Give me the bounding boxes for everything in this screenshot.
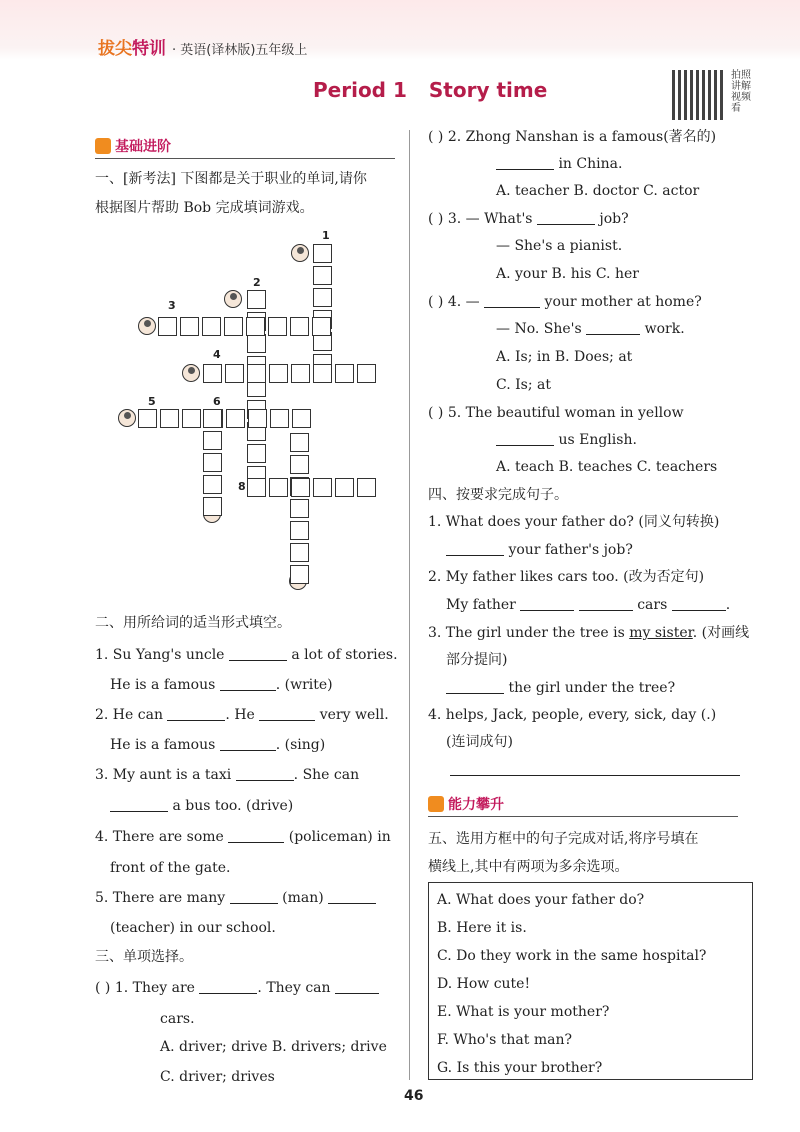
page-title [313,78,547,102]
answer-blank[interactable] [220,676,276,691]
q5-instruction-2: 横线上,其中有两项为多余选项。 [428,859,629,875]
option-f: F. Who's that man? [437,1032,572,1048]
answer-blank[interactable] [579,596,633,611]
crossword-cell[interactable] [290,565,309,584]
crossword-cell[interactable] [203,453,222,472]
cw-num-3: 3 [168,299,176,312]
q1-instruction-1: 一、[新考法] 下图都是关于职业的单词,请你 [95,171,367,187]
q3-4-line2: — No. She's work. [496,321,685,337]
answer-blank[interactable] [496,431,554,446]
answer-blank[interactable] [236,766,294,781]
q3-1-option-c: C. driver; drives [160,1069,275,1085]
option-d: D. How cute! [437,976,531,992]
crossword-cell[interactable] [203,431,222,450]
worker-avatar-icon [182,364,200,382]
crossword-cell[interactable] [203,497,222,516]
column-divider [409,130,410,1080]
cw-num-5: 5 [148,395,156,408]
series-brand [98,34,307,59]
answer-blank[interactable] [672,596,726,611]
brand-part-1: 拔尖 [98,39,132,59]
crossword-cell[interactable] [203,364,222,383]
option-e: E. What is your mother? [437,1004,610,1020]
crossword-cell[interactable] [247,334,266,353]
crossword-cell[interactable] [313,244,332,263]
crossword-cell[interactable] [313,364,332,383]
q4-3-line2: 部分提问) [446,652,508,668]
answer-blank[interactable] [335,979,379,994]
qr-code-icon[interactable] [672,70,724,120]
answer-blank[interactable] [484,293,540,308]
crossword-cell[interactable] [246,317,265,336]
crossword-cell[interactable] [270,409,289,428]
crossword-cell[interactable] [226,409,245,428]
answer-blank[interactable] [537,210,595,225]
answer-blank[interactable] [328,889,376,904]
q4-2-line1: 2. My father likes cars too. (改为否定句) [428,569,705,585]
option-c: C. Do they work in the same hospital? [437,948,707,964]
q3-3-line2: — She's a pianist. [496,238,623,254]
crossword-cell[interactable] [247,364,266,383]
crossword-cell[interactable] [269,364,288,383]
q3-4-line1: ( ) 4. — your mother at home? [428,294,702,310]
q3-5-line2: us English. [496,431,637,449]
cw-num-1: 1 [322,229,330,242]
q3-4-option-c: C. Is; at [496,377,551,393]
q3-2-line1: ( ) 2. Zhong Nanshan is a famous(著名的) [428,129,717,145]
section-icon [95,138,111,154]
worker-avatar-icon [118,409,136,427]
crossword-cell[interactable] [247,444,266,463]
brand-part-2: 特训 [132,39,166,59]
q2-2-line2: He is a famous . (sing) [110,737,326,753]
answer-blank[interactable] [586,320,640,335]
worker-avatar-icon [291,244,309,262]
crossword-cell[interactable] [290,455,309,474]
brand-subtitle: · 英语(译林版)五年级上 [172,43,308,58]
q4-1-line2: your father's job? [446,541,633,559]
answer-blank[interactable] [259,706,315,721]
q3-3-line1: ( ) 3. — What's job? [428,211,629,227]
q2-2-line1: 2. He can . He very well. [95,707,389,723]
q4-3-line3: the girl under the tree? [446,679,675,697]
underlined-phrase: my sister [629,625,693,641]
q3-title: 三、单项选择。 [95,949,193,965]
crossword-cell[interactable] [357,364,376,383]
answer-blank[interactable] [220,736,276,751]
option-g: G. Is this your brother? [437,1060,603,1076]
crossword-cell[interactable] [335,364,354,383]
q3-4-options-ab: A. Is; in B. Does; at [496,349,633,365]
q3-1-options-ab: A. driver; drive B. drivers; drive [160,1039,387,1055]
q3-3-options: A. your B. his C. her [496,266,639,282]
section-basic [95,136,395,156]
q2-4-line1: 4. There are some (policeman) in [95,829,391,845]
q3-2-options: A. teacher B. doctor C. actor [496,183,700,199]
crossword-cell[interactable] [138,409,157,428]
q4-1-line1: 1. What does your father do? (同义句转换) [428,514,720,530]
crossword-cell[interactable] [313,478,332,497]
crossword-cell[interactable] [203,409,222,428]
crossword-cell[interactable] [158,317,177,336]
section-advanced [428,794,738,814]
q4-2-line2: My father cars . [446,597,731,613]
answer-blank[interactable] [446,541,504,556]
cw-num-4: 4 [213,348,221,361]
title-name: Story time [428,78,548,102]
q4-title: 四、按要求完成句子。 [428,487,568,503]
q3-2-line2: in China. [496,155,622,173]
crossword-cell[interactable] [357,478,376,497]
qr-label: 拍照讲解视频看 [731,70,751,114]
crossword-cell[interactable] [313,288,332,307]
crossword-cell[interactable] [225,364,244,383]
q2-1-line1: 1. Su Yang's uncle a lot of stories. [95,647,398,663]
option-b: B. Here it is. [437,920,527,936]
crossword-cell[interactable] [290,543,309,562]
q2-5-line1: 5. There are many (man) [95,889,376,907]
crossword-cell[interactable] [269,478,288,497]
q4-4-line1: 4. helps, Jack, people, every, sick, day (.) [428,707,717,723]
crossword-cell[interactable] [290,317,309,336]
q4-4-line2: (连词成句) [446,734,513,750]
crossword-cell[interactable] [290,433,309,452]
crossword-cell[interactable] [203,475,222,494]
q5-instruction-1: 五、选用方框中的句子完成对话,将序号填在 [428,831,699,847]
crossword-cell[interactable] [291,364,310,383]
section-icon [428,796,444,812]
q2-3-line1: 3. My aunt is a taxi . She can [95,767,360,783]
crossword-cell[interactable] [182,409,201,428]
q1-instruction-2: 根据图片帮助 Bob 完成填词游戏。 [95,200,314,216]
crossword-cell[interactable] [248,409,267,428]
options-box [428,882,753,1080]
cw-num-2: 2 [253,276,261,289]
q2-title: 二、用所给词的适当形式填空。 [95,615,291,631]
page-number: 46 [404,1088,424,1104]
q3-1-line2: cars. [160,1011,195,1027]
answer-blank[interactable] [110,797,168,812]
answer-blank[interactable] [199,979,257,994]
crossword-cell[interactable] [180,317,199,336]
worker-avatar-icon [138,317,156,335]
section-advanced-label: 能力攀升 [448,797,504,813]
crossword-cell[interactable] [268,317,287,336]
crossword-cell[interactable] [313,266,332,285]
q3-5-options: A. teach B. teaches C. teachers [496,459,718,475]
crossword-cell[interactable] [160,409,179,428]
crossword-cell[interactable] [247,478,266,497]
q3-5-line1: ( ) 5. The beautiful woman in yellow [428,405,684,421]
crossword-cell[interactable] [291,478,310,497]
answer-blank[interactable] [230,889,278,904]
crossword-cell[interactable] [335,478,354,497]
q2-5-line2: (teacher) in our school. [110,920,276,936]
title-period: Period 1 [313,78,407,102]
worker-avatar-icon [224,290,242,308]
q2-3-line2: a bus too. (drive) [110,797,293,815]
q3-1-line1: ( ) 1. They are . They can [95,979,379,997]
answer-blank[interactable] [228,828,284,843]
q4-3-line1: 3. The girl under the tree is my sister. (对画线 [428,625,750,641]
answer-blank[interactable] [496,155,554,170]
crossword-cell[interactable] [224,317,243,336]
crossword-cell[interactable] [202,317,221,336]
crossword-cell[interactable] [312,317,331,336]
cw-num-8: 8 [238,480,246,493]
answer-line[interactable] [450,775,740,776]
answer-blank[interactable] [520,596,574,611]
q2-1-line2: He is a famous . (write) [110,677,333,693]
answer-blank[interactable] [229,646,287,661]
cw-num-6: 6 [213,395,221,408]
section-basic-label: 基础进阶 [115,139,171,155]
crossword-cell[interactable] [290,521,309,540]
q2-4-line2: front of the gate. [110,860,231,876]
answer-blank[interactable] [167,706,225,721]
crossword-cell[interactable] [290,499,309,518]
answer-blank[interactable] [446,679,504,694]
crossword-cell[interactable] [247,290,266,309]
crossword-cell[interactable] [292,409,311,428]
option-a: A. What does your father do? [437,892,645,908]
